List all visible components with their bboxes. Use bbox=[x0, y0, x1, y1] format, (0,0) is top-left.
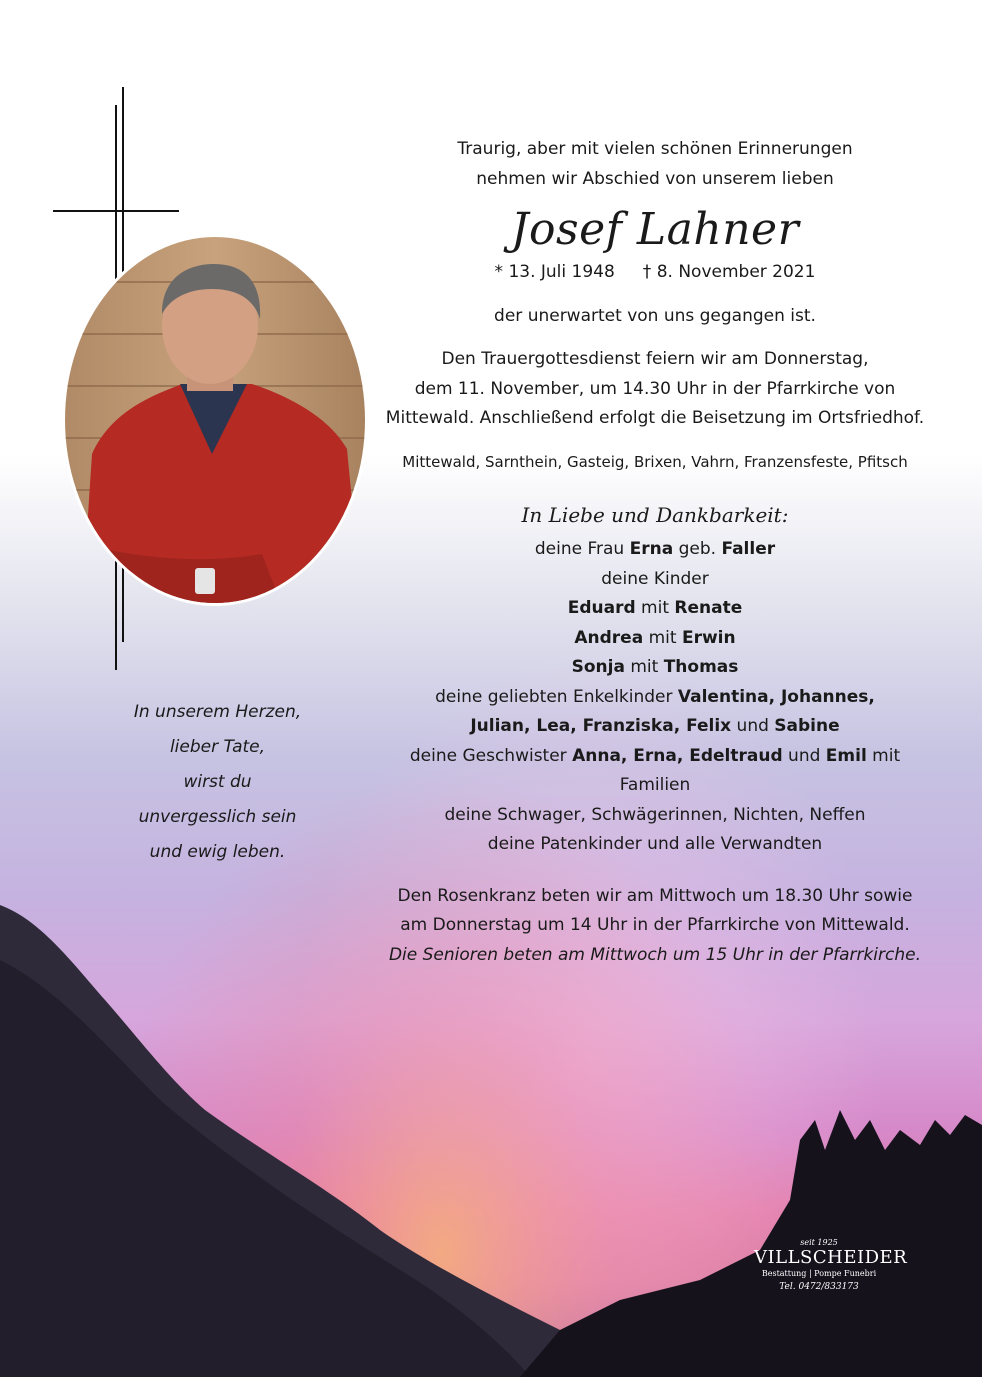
family-line: Sonja mit Thomas bbox=[571, 657, 739, 677]
family-line: deine Patenkinder und alle Verwandten bbox=[487, 834, 823, 854]
family-line: Julian, Lea, Franziska, Felix und Sabine bbox=[470, 716, 840, 736]
poem-line: lieber Tate, bbox=[169, 737, 266, 757]
family-line: deine Schwager, Schwägerinnen, Nichten, Neffen bbox=[444, 804, 866, 825]
rosary-line-2: am Donnerstag um 14 Uhr in der Pfarrkirche von Mittewald. bbox=[400, 915, 910, 935]
intro-line-1: Traurig, aber mit vielen schönen Erinnerungen bbox=[457, 139, 853, 159]
memorial-poem bbox=[80, 695, 355, 870]
death-date: † 8. November 2021 bbox=[642, 262, 816, 282]
intro-line-2: nehmen wir Abschied von unserem lieben bbox=[476, 168, 834, 189]
funeral-home-logo bbox=[754, 1237, 908, 1294]
passed-text: der unerwartet von uns gegangen ist. bbox=[494, 305, 816, 326]
places-list: Mittewald, Sarnthein, Gasteig, Brixen, Vahrn, Franzensfeste, Pfitsch bbox=[402, 452, 908, 471]
service-line-2: dem 11. November, um 14.30 Uhr in der Pfarrkirche von bbox=[414, 378, 896, 399]
poem-line: In unserem Herzen, bbox=[133, 702, 302, 722]
logo-since: seit 1925 bbox=[800, 1238, 838, 1247]
poem-line: und ewig leben. bbox=[149, 842, 286, 862]
cross-horizontal-line bbox=[53, 210, 179, 212]
family-line: Andrea mit Erwin bbox=[574, 627, 736, 648]
birth-date: * 13. Juli 1948 bbox=[494, 262, 615, 282]
poem-line: unvergesslich sein bbox=[138, 807, 297, 827]
seniors-text: Die Senioren beten am Mittwoch um 15 Uhr in der Pfarrkirche. bbox=[388, 944, 922, 965]
logo-subtitle: Bestattung | Pompe Funebri bbox=[761, 1269, 877, 1278]
poem-line: wirst du bbox=[183, 772, 252, 792]
service-line-3: Mittewald. Anschließend erfolgt die Beisetzung im Ortsfriedhof. bbox=[385, 408, 925, 428]
main-text-column bbox=[385, 135, 925, 970]
rosary-line-1: Den Rosenkranz beten wir am Mittwoch um 18.30 Uhr sowie bbox=[397, 885, 913, 906]
deceased-name: Josef Lahner bbox=[510, 204, 800, 255]
family-line: deine geliebten Enkelkinder Valentina, Johannes, bbox=[435, 686, 875, 707]
logo-brand: VILLSCHEIDER bbox=[754, 1247, 908, 1268]
service-line-1: Den Trauergottesdienst feiern wir am Donnerstag, bbox=[441, 349, 869, 369]
life-dates bbox=[385, 258, 925, 288]
logo-phone: Tel. 0472/833173 bbox=[779, 1282, 859, 1292]
family-list bbox=[385, 535, 925, 860]
family-line: Eduard mit Renate bbox=[567, 598, 743, 618]
family-heading: In Liebe und Dankbarkeit: bbox=[521, 503, 789, 527]
portrait-photo bbox=[62, 234, 368, 606]
family-line: deine Kinder bbox=[601, 568, 709, 589]
family-line: deine Frau Erna geb. Faller bbox=[534, 539, 776, 559]
family-line: deine Geschwister Anna, Erna, Edeltraud und Emil mit Familien bbox=[409, 745, 901, 795]
